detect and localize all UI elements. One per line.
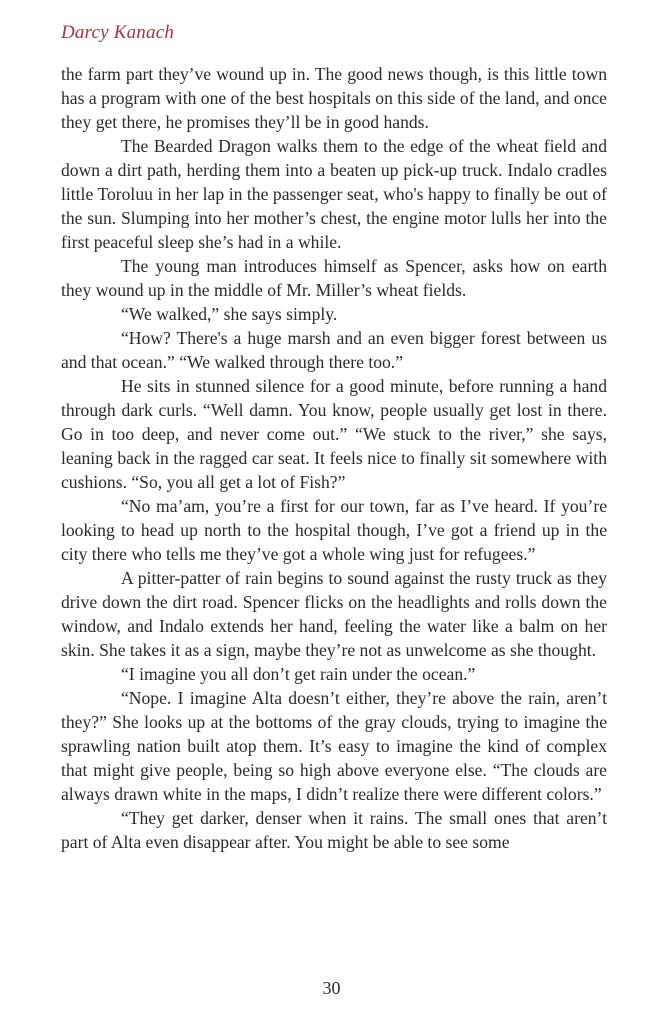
author-header: Darcy Kanach <box>61 22 175 43</box>
page-number: 30 <box>322 978 341 998</box>
paragraph: “I imagine you all don’t get rain under the ocean.” <box>121 664 476 684</box>
paragraph: A pitter-patter of rain begins to sound against the rusty truck as they drive down the dirt road. Spencer flicks on the headlights and rolls down the window, and Indalo extends her hand, feeling the water like a balm on her skin. She takes it as a sign, maybe they’re not as unwelcome as she thought. <box>61 568 607 660</box>
paragraph: He sits in stunned silence for a good minute, before running a hand through dark curls. “Well damn. You know, people usually get lost in there. Go in too deep, and never come out.” “We stuck to the river,” she says, leaning back in the ragged car seat. It feels nice to finally sit somewhere with cushions. “So, you all get a lot of Fish?” <box>61 376 607 492</box>
paragraph: The Bearded Dragon walks them to the edge of the wheat field and down a dirt path, herding them into a beaten up pick-up truck. Indalo cradles little Toroluu in her lap in the passenger seat, who's happy to finally be out of the sun. Slumping into her mother’s chest, the engine motor lulls her into the first peaceful sleep she’s had in a while. <box>61 136 607 252</box>
paragraph: “They get darker, denser when it rains. The small ones that aren’t part of Alta even disappear after. You might be able to see some <box>61 808 607 852</box>
paragraph: The young man introduces himself as Spencer, asks how on earth they wound up in the middle of Mr. Miller’s wheat fields. <box>61 256 607 300</box>
paragraph: “No ma’am, you’re a first for our town, far as I’ve heard. If you’re looking to head up north to the hospital though, I’ve got a friend up in the city there who tells me they’ve got a whole wing just for refugees.” <box>61 496 607 564</box>
paragraph: “We walked,” she says simply. <box>121 304 338 324</box>
body-text <box>61 62 607 854</box>
paragraph: “How? There's a huge marsh and an even bigger forest between us and that ocean.” “We walked through there too.” <box>61 328 607 372</box>
paragraph: the farm part they’ve wound up in. The good news though, is this little town has a program with one of the best hospitals on this side of the land, and once they get there, he promises they’ll be in good hands. <box>61 64 607 132</box>
paragraph: “Nope. I imagine Alta doesn’t either, they’re above the rain, aren’t they?” She looks up at the bottoms of the gray clouds, trying to imagine the sprawling nation built atop them. It’s easy to imagine the kind of complex that might give people, being so high above everyone else. “The clouds are always drawn white in the maps, I didn’t realize there were different colors.” <box>61 688 607 804</box>
